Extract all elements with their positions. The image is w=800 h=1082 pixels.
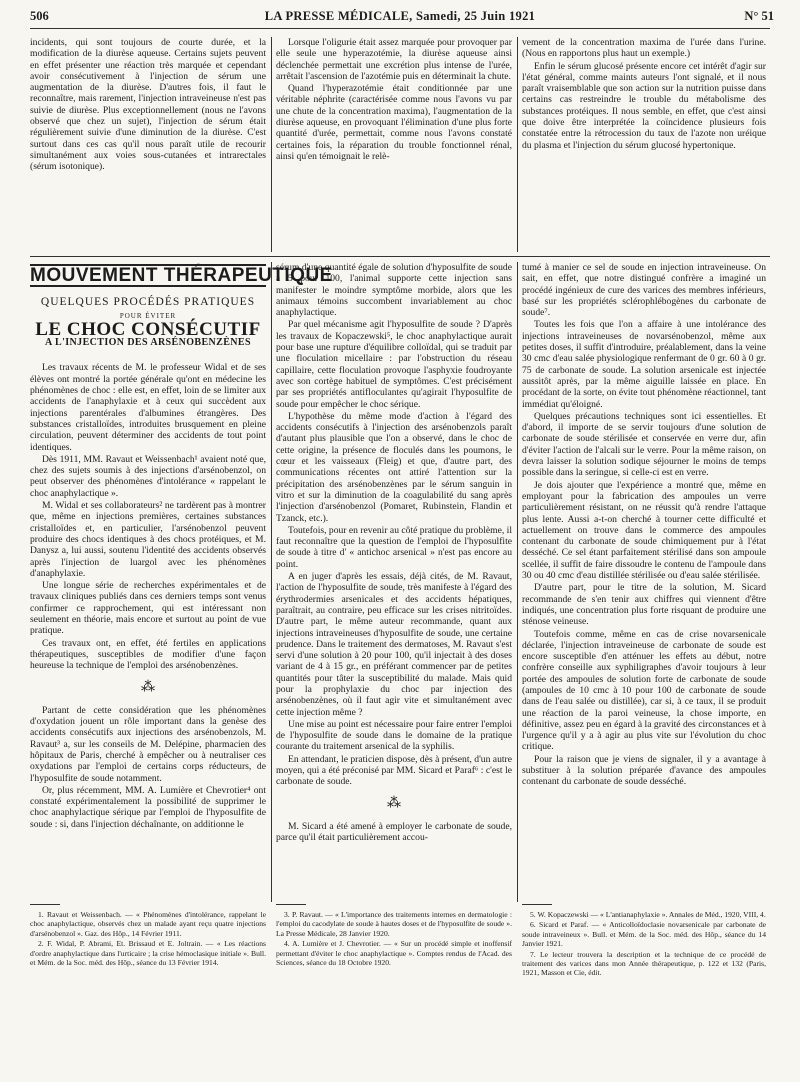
column-divider bbox=[517, 262, 518, 902]
paragraph: Toutes les fois que l'on a affaire à une intolérance des injections intraveineuses de novarsénobenzol, même aux petites doses, il suffit d'introduire, préalablement, dans la veine 30 cmc d'eau salée physiologique renfermant de 0 gr. 60 à 0 gr. 75 de carbonate de soude. La solution arsenicale est injectée aussitôt après, par la même aiguille laissée en place. En procédant de la sorte, on évite tout phénomène réactionnel, tant immédiat qu'éloigné. bbox=[522, 319, 766, 410]
column-divider bbox=[271, 262, 272, 902]
footnote-rule bbox=[522, 904, 552, 905]
footnote: 1. Ravaut et Weissenbach. — « Phénomènes d'intolérance, rappelant le choc anaphylactique, observés chez un malade ayant reçu quatre injections d'arsénobenzol ». Gaz. des Hôp., 14 Février 1911. bbox=[30, 910, 266, 938]
article-title: LE CHOC CONSÉCUTIF bbox=[35, 318, 261, 340]
page-header bbox=[0, 6, 800, 28]
page-number: 506 bbox=[30, 9, 49, 23]
header-rule bbox=[30, 28, 770, 29]
footnote: 6. Sicard et Paraf. — « Anticolloïdoclasie novarsenicale par carbonate de soude intraveineux ». Bull. et Mém. de la Soc. méd. des Hôp., séance du 14 Janvier 1921. bbox=[522, 920, 766, 949]
paragraph: Enfin le sérum glucosé présente encore cet intérêt d'agir sur l'état général, comme maints auteurs l'ont signalé, et il nous paraît vraisemblable que son action sur la nutrition puisse dans certains cas restreindre le trouble du métabolisme des substances protéiques. Il nous semble, en effet, que c'est ainsi que doive être interprétée la coïncidence plusieurs fois constatée entre la rétrocession du taux de l'azote non uréique du plasma et l'injection du sérum glucosé hypertonique. bbox=[522, 60, 766, 151]
footnote-rule bbox=[30, 904, 60, 905]
section-rule bbox=[30, 256, 770, 257]
paragraph: Par quel mécanisme agit l'hyposulfite de soude ? D'après les travaux de Kopaczewski⁵, le choc anaphylactique aurait pour base une rupture d'équilibre colloïdal, qui se traduit par une floculation micellaire : par l'obstruction du réseau capillaire, cette floculation provoque l'asphyxie foudroyante avec son cortège habituel de symptômes. C'est précisément par ses propriétés antifloculantes qu'agirait l'hyposulfite de soude pour empêcher le choc sérique. bbox=[276, 319, 512, 410]
footnote: 2. F. Widal, P. Abrami, Et. Brissaud et E. Joltrain. — « Les réactions d'ordre anaphylactique dans l'urticaire ; la crise hémoclasique initiale ». Bull. et Mém. de la Soc. méd. des Hôp., séance du 13 Février 1914. bbox=[30, 939, 266, 968]
paragraph: Les travaux récents de M. le professeur Widal et de ses élèves ont montré la portée générale qu'ont en médecine les phénomènes de choc : elle est, en effet, loin de se limiter aux accidents de l'anaphylaxie et à ceux qui succèdent aux injections parentérales d'albumines étrangères. Des substances cristalloïdes, introduites brusquement en pleine circulation, peuvent déterminer des accidents de tout point identiques. bbox=[30, 362, 266, 453]
paragraph: Quand l'hyperazotémie était conditionnée par une véritable néphrite (caractérisée comme nous l'avons vu par une chute de la concentration maxima), l'augmentation de la diurèse aqueuse, en provoquant l'élimination d'une plus forte quantité d'urée, permettait, comme nous l'avons constaté certaines fois, la réparation du trouble fonctionnel rénal, ainsi qu'en témoignait le relè- bbox=[276, 83, 512, 162]
paragraph: A en juger d'après les essais, déjà cités, de M. Ravaut, l'action de l'hyposulfite de soude, très manifeste à l'égard des érythrodermies arsenicales et des accidents hépatiques, paraîtrait, au contraire, peu efficace sur les crises nitritoïdes. D'autre part, le même auteur recommande, quant aux injections intraveineuses d'hyposulfite de soude, une certaine prudence. Dans le traitement des dermatoses, M. Ravaut s'est servi d'une solution à 20 pour 100, qu'il injectait à des doses variant de 4 à 15 gr., en préférant commencer par de petites quantités pour tâter la susceptibilité du malade. Mais quid pour la prophylaxie du choc par injection des arsénobenzènes, où il faut agir vite et simultanément avec cette injection même ? bbox=[276, 571, 512, 718]
section-heading: MOUVEMENT THÉRAPEUTIQUE bbox=[30, 265, 333, 286]
article-column-2 bbox=[276, 262, 512, 902]
paragraph: sérum d'une quantité égale de solution d'hyposulfite de soude à 5 pour 100, l'animal supporte cette injection sans manifester le moindre symptôme morbide, alors que les animaux témoins succombent invariablement au choc anaphylactique. bbox=[276, 262, 512, 319]
paragraph: vement de la concentration maxima de l'urée dans l'urine. (Nous en rapportons plus haut un exemple.) bbox=[522, 37, 766, 60]
top-column-3 bbox=[522, 37, 766, 252]
column-divider bbox=[517, 37, 518, 252]
footnote: 4. A. Lumière et J. Chevrotier. — « Sur un procédé simple et inoffensif permettant d'éviter le choc anaphylactique ». Comptes rendus de l'Acad. des Sciences, séance du 18 Octobre 1920. bbox=[276, 939, 512, 968]
column-divider bbox=[271, 37, 272, 252]
paragraph: En attendant, le praticien dispose, dès à présent, d'un autre moyen, qui a été préconisé par MM. Sicard et Paraf⁶ : c'est le carbonate de soude. bbox=[276, 753, 512, 788]
article-kicker: QUELQUES PROCÉDÉS PRATIQUES bbox=[40, 296, 256, 309]
paragraph: Ces travaux ont, en effet, été fertiles en applications thérapeutiques, susceptibles de modifier d'une façon heureuse la technique de l'emploi des arsénobenzènes. bbox=[30, 637, 266, 672]
article-column-3 bbox=[522, 262, 766, 902]
paragraph: L'hypothèse du même mode d'action à l'égard des accidents consécutifs à l'injection des arsénobenzols paraît d'autant plus plausible que l'on a observé, dans le choc de cette origine, la présence de floculés dans les poumons, le cœur et les vaisseaux (Fleig) et que, d'autre part, des communications récentes ont attiré l'attention sur la précipitation des arsénobenzènes par le sérum sanguin in vitro et sur la diminution de la coagulabilité du sang après l'injection d'arsénobenzol (Pomaret, Rubinstein, Flandin et Tzanck, etc.). bbox=[276, 410, 512, 524]
paragraph: Je dois ajouter que l'expérience a montré que, même en employant pour la fabrication des ampoules un verre particulièrement résistant, on ne réussit qu'à rendre l'attaque plus lente. Aussi a-t-on cherché à tourner cette difficulté et actuellement on trouve dans le commerce des ampoules contenant du carbonate de soude chimiquement pur à l'état desséché. Ce sel étant parfaitement stérilisé dans son ampoule scellée, il suffit de faire dissoudre le contenu de l'ampoule dans 30 ou 40 cmc d'eau distillée stérilisée ou d'eau salée stérilisée. bbox=[522, 479, 766, 582]
footnote-rule bbox=[276, 904, 306, 905]
issue-number: N° 51 bbox=[744, 9, 774, 23]
paragraph: Pour la raison que je viens de signaler, il y a avantage à substituer à la solution préparée d'avance des ampoules contenant du carbonate de soude desséché. bbox=[522, 753, 766, 788]
paragraph: Toutefois, pour en revenir au côté pratique du problème, il faut reconnaître que la question de l'emploi de l'hyposulfite de soude à titre d' « antichoc arsenical » n'est pas encore au point. bbox=[276, 524, 512, 570]
paragraph: D'autre part, pour le titre de la solution, M. Sicard recommande de s'en tenir aux chiffres qui viennent d'être indiqués, une concentration plus forte risquant de produire une sténose veineuse. bbox=[522, 582, 766, 628]
journal-title: LA PRESSE MÉDICALE, Samedi, 25 Juin 1921 bbox=[264, 9, 536, 23]
paragraph: M. Widal et ses collaborateurs² ne tardèrent pas à montrer que, même en injections premières, certaines substances cristalloïdes et, en particulier, l'arsénobenzol peuvent produire des chocs identiques à des chocs protéiques, et M. Danysz a, lui aussi, soutenu l'identité des accidents observés après l'injection de luargol avec les phénomènes d'anaphylaxie. bbox=[30, 500, 266, 579]
footnote: 5. W. Kopaczewski — « L'antianaphylaxie ». Annales de Méd., 1920, VIII, 4. bbox=[530, 910, 766, 919]
paragraph: Or, plus récemment, MM. A. Lumière et Chevrotier⁴ ont constaté expérimentalement la possibilité de supprimer le choc anaphylactique sérique par l'emploi de l'hyposulfite de soude : si, dans l'injection déchaînante, on additionne le bbox=[30, 784, 266, 830]
asterism: ⁂ bbox=[387, 795, 401, 811]
article-column-1 bbox=[30, 262, 333, 902]
paragraph: Une mise au point est nécessaire pour faire entrer l'emploi de l'hyposulfite de soude dans le domaine de la pratique courante du traitement arsenical de la syphilis. bbox=[276, 718, 512, 753]
footnotes-column-1 bbox=[30, 910, 266, 1030]
footnote: 7. Le lecteur trouvera la description et la technique de ce procédé de traitement des varices dans mon Année thérapeutique, p. 122 et 132 (Paris, 1921, Masson et Cie, édit. bbox=[522, 949, 766, 978]
paragraph: Toutefois comme, même en cas de crise novarsenicale déclarée, l'injection intraveineuse de carbonate de soude est encore susceptible d'en atténuer les effets au début, notre confrère conseille aux syphiligraphes d'avoir toujours à leur portée des ampoules de solution forte de carbonate de soude (ampoules de 10 cmc à 10 pour 100 de carbonate de soude dans de l'eau salée ou distillée), car si, à ce taux, il se produit une réaction de la paroi veineuse, la chose importe, en définitive, assez peu en égard à la gravité des circonstances et à l'urgence qu'il y a à agir au plus vite sur l'évolution du choc critique. bbox=[522, 628, 766, 753]
asterism: ⁂ bbox=[141, 679, 155, 695]
paragraph: Partant de cette considération que les phénomènes d'oxydation jouent un rôle important dans la genèse des accidents consécutifs aux injections des arsénobenzols, M. Ravaut³ a, sur les conseils de M. Delépine, pharmacien des hôpitaux de Paris, cherché à empêcher ou à neutraliser ces oxydations par l'emploi de certains corps réducteurs, de l'hyposulfite de soude notamment. bbox=[30, 704, 266, 784]
article-subtitle: A L'INJECTION DES ARSÉNOBENZÈNES bbox=[45, 337, 251, 349]
paragraph: Dès 1911, MM. Ravaut et Weissenbach¹ avaient noté que, chez des sujets soumis à des injections d'arsénobenzol, on peut observer des phénomènes d'intolérance « rappelant le choc anaphylactique ». bbox=[30, 453, 266, 499]
paragraph: incidents, qui sont toujours de courte durée, et la modification de la diurèse aqueuse. Certains sujets peuvent en effet présenter une réaction très marquée et cependant avoir consécutivement à l'injection de sérum une augmentation de la diurèse. D'autres fois, il faut le reconnaître, mais rarement, l'injection intraveineuse n'est pas suivie de diurèse. Plus exceptionnellement (nous ne l'avons observé que chez un sujet), l'injection de sérum était régulièrement suivie d'une diminution de la diurèse. C'est surtout dans ces cas qu'il nous paraît utile de recourir simultanément aux voies sous-cutanées et intrarectales (sérum isotonique). bbox=[30, 37, 266, 173]
footnotes-column-3 bbox=[522, 910, 766, 1030]
footnotes-column-2 bbox=[276, 910, 512, 1030]
top-column-1 bbox=[30, 37, 266, 252]
paragraph: tumé à manier ce sel de soude en injection intraveineuse. On sait, en effet, que notre distingué confrère a imaginé un procédé ingénieux de cure des varices des membres inférieurs, basé sur les propriétés sclérophlébogènes du carbonate de soude⁷. bbox=[522, 262, 766, 319]
paragraph: Lorsque l'oligurie était assez marquée pour provoquer par elle seule une hyperazotémie, la diurèse aqueuse ainsi déclenchée permettait une excrétion plus intense de l'urée, arrêtait l'ascension de l'azotémie puis en déterminait la chute. bbox=[276, 37, 512, 82]
paragraph: M. Sicard a été amené à employer le carbonate de soude, parce qu'il était particulièrement accou- bbox=[276, 820, 512, 844]
footnote: 3. P. Ravaut. — « L'importance des traitements internes en dermatologie : l'emploi du cacodylate de soude à hautes doses et de l'hyposulfite de soude ». La Presse Médicale, 28 Janvier 1920. bbox=[276, 910, 512, 938]
top-column-2 bbox=[276, 37, 512, 252]
article-kicker-small: POUR ÉVITER bbox=[119, 311, 177, 320]
paragraph: Une longue série de recherches expérimentales et de travaux cliniques publiés dans ces derniers temps sont venus confirmer ce rapprochement, qui est intéressant non seulement en théorie, mais encore et surtout au point de vue pratique. bbox=[30, 580, 266, 637]
paragraph: Quelques précautions techniques sont ici essentielles. Et d'abord, il importe de se servir toujours d'une solution de carbonate de soude stérilisée et conservée en verre dur, afin d'éviter l'action de l'alcali sur le verre. Pour la même raison, on devra laisser la solution sodique séjourner le moins de temps possible dans la seringue, si celle-ci est en verre. bbox=[522, 410, 766, 479]
